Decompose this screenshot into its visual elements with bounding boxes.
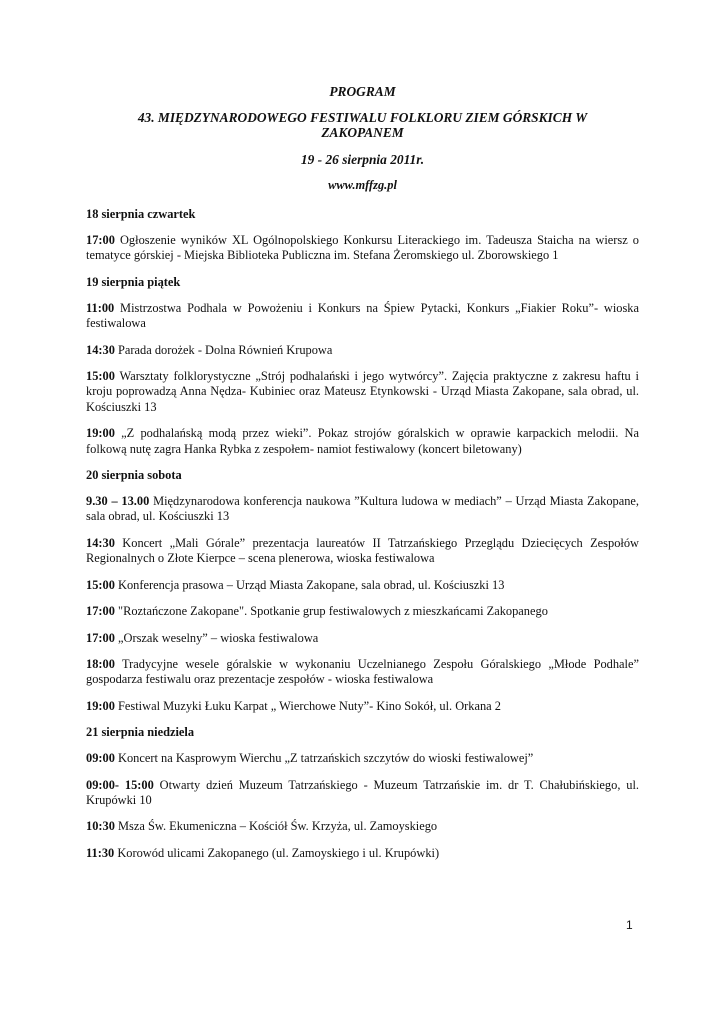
event-description: Mistrzostwa Podhala w Powożeniu i Konkurs na Śpiew Pytacki, Konkurs „Fiakier Roku”- wioska festiwalowa (86, 300, 639, 331)
event-description: Otwarty dzień Muzeum Tatrzańskiego - Muzeum Tatrzańskie im. dr T. Chałubińskiego, ul. Krupówki 10 (86, 777, 640, 807)
schedule-item (86, 578, 639, 593)
event-description: Tradycyjne wesele góralskie w wykonaniu Uczelnianego Zespołu Góralskiego „Młode Podhale” gospodarza festiwalu oraz prezentacje zespołów - wioska festiwalowa (86, 656, 639, 687)
day-heading: 21 sierpnia niedziela (86, 725, 195, 740)
day-heading: 20 sierpnia sobota (86, 468, 182, 483)
event-description: Międzynarodowa konferencja naukowa ”Kultura ludowa w mediach” – Urząd Miasta Zakopane, sala obrad, ul. Kościuszki 13 (86, 494, 640, 524)
event-time: 10:30 (86, 819, 115, 834)
event-time: 17:00 (86, 233, 115, 247)
schedule-item (86, 819, 639, 834)
event-description: Korowód ulicami Zakopanego (ul. Zamoyskiego i ul. Krupówki) (114, 845, 440, 860)
event-description: "Roztańczone Zakopane". Spotkanie grup festiwalowych z mieszkańcami Zakopanego (114, 604, 548, 619)
event-time: 09:00- 15:00 (86, 777, 154, 792)
event-time: 18:00 (86, 656, 115, 671)
event-time: 11:30 (86, 845, 115, 860)
schedule-item (86, 301, 639, 332)
festival-dates: 19 - 26 sierpnia 2011r. (300, 152, 425, 167)
schedule-item (86, 494, 639, 525)
day-heading: 19 sierpnia piątek (86, 274, 181, 289)
schedule-item (86, 604, 639, 619)
schedule-item (86, 778, 639, 809)
event-description: Warsztaty folklorystyczne „Strój podhalański i jego wytwórcy”. Zajęcia praktyczne z zakresu haftu i kroju poprowadzą Anna Nędza- Kubiniec oraz Mateusz Etynkowski - Urząd Miasta Zakopane, sala obrad, ul. Kościuszki 13 (86, 369, 639, 414)
schedule-item (86, 751, 639, 766)
event-description: Parada dorożek - Dolna Równień Krupowa (114, 342, 333, 357)
page-number: 1 (626, 918, 633, 932)
schedule-item (86, 536, 639, 567)
schedule (86, 207, 639, 861)
event-description: Konferencja prasowa – Urząd Miasta Zakopane, sala obrad, ul. Kościuszki 13 (114, 577, 505, 592)
program-title: PROGRAM (329, 84, 396, 99)
schedule-item (86, 846, 639, 861)
schedule-item (86, 233, 639, 264)
event-description: „Z podhalańską modą przez wieki”. Pokaz strojów góralskich w oprawie karpackich melodii. Na folkową nutę zagra Hanka Rybka z zespołem- namiot festiwalowy (koncert biletowany) (86, 426, 639, 456)
event-time: 09:00 (86, 751, 115, 766)
event-time: 17:00 (86, 604, 115, 619)
schedule-item (86, 343, 639, 358)
schedule-item (86, 369, 639, 415)
event-description: Msza Św. Ekumeniczna – Kościół Św. Krzyża, ul. Zamoyskiego (114, 819, 438, 834)
event-time: 11:00 (86, 300, 115, 315)
event-description: Koncert „Mali Górale” prezentacja laureatów II Tatrzańskiego Przeglądu Dziecięcych Zespołów Regionalnych o Złote Kierpce – scena plenerowa, wioska festiwalowa (86, 535, 639, 566)
event-description: Festiwal Muzyki Łuku Karpat „ Wierchowe Nuty”- Kino Sokół, ul. Orkana 2 (114, 698, 501, 713)
schedule-item (86, 426, 639, 457)
event-time: 9.30 – 13.00 (86, 494, 150, 509)
event-time: 19:00 (86, 426, 115, 441)
event-description: Ogłoszenie wyników XL Ogólnopolskiego Konkursu Literackiego im. Tadeusza Staicha na wiersz o tematyce górskiej - Miejska Biblioteka Publiczna im. Stefana Żeromskiego ul. Zborowskiego 1 (86, 233, 639, 263)
day-heading: 18 sierpnia czwartek (86, 207, 196, 221)
event-time: 15:00 (86, 369, 115, 384)
document-page (86, 84, 639, 872)
event-time: 15:00 (86, 577, 115, 592)
schedule-item (86, 699, 639, 714)
event-time: 17:00 (86, 630, 115, 645)
website-link[interactable]: www.mffzg.pl (328, 178, 397, 192)
event-description: Koncert na Kasprowym Wierchu „Z tatrzańskich szczytów do wioski festiwalowej” (114, 751, 534, 766)
schedule-item (86, 631, 639, 646)
schedule-item (86, 657, 639, 688)
event-time: 19:00 (86, 698, 115, 713)
event-description: „Orszak weselny” – wioska festiwalowa (114, 630, 319, 645)
festival-title: 43. MIĘDZYNARODOWEGO FESTIWALU FOLKLORU ZIEM GÓRSKICH W ZAKOPANEM (137, 110, 588, 140)
event-time: 14:30 (86, 535, 115, 550)
event-time: 14:30 (86, 342, 115, 357)
